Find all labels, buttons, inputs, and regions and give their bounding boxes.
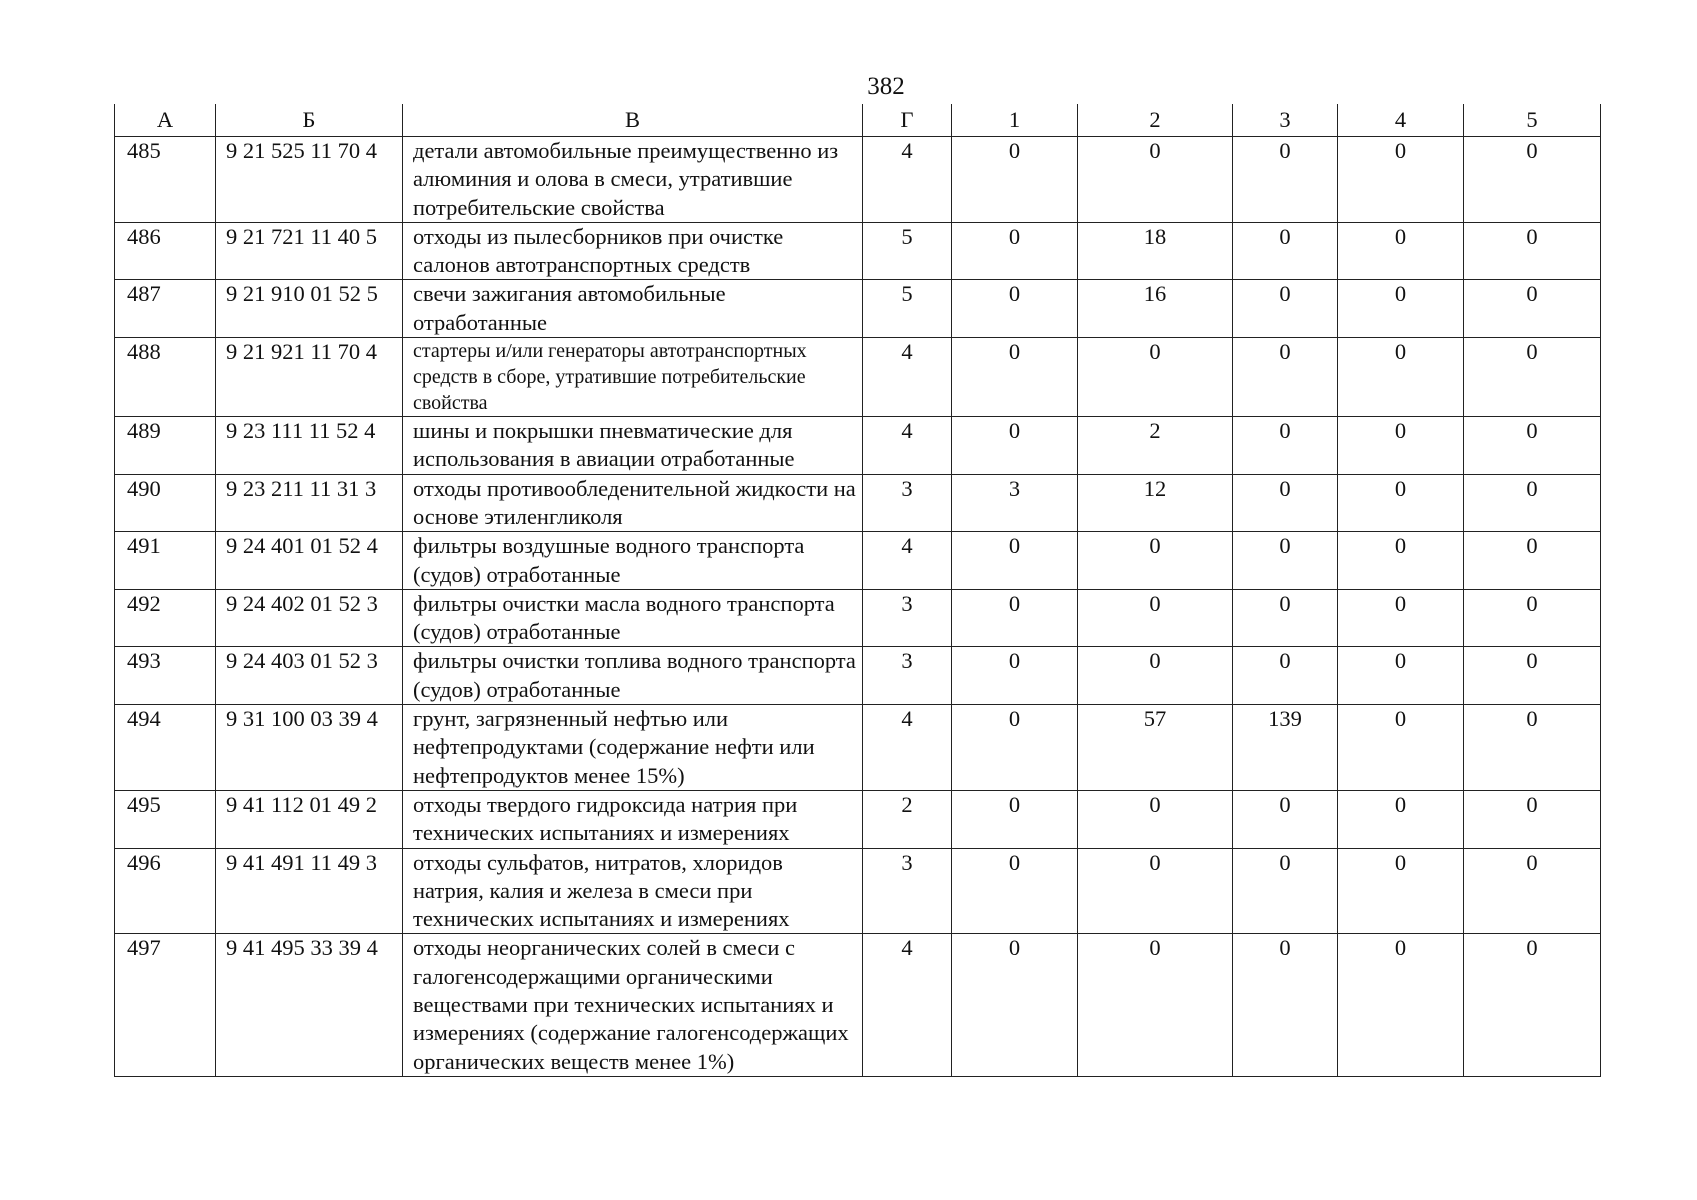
value-col-1: 0 (952, 705, 1078, 791)
value-col-2: 0 (1078, 848, 1233, 934)
waste-description: грунт, загрязненный нефтью или нефтепродуктами (содержание нефти или нефтепродуктов менее 15%) (403, 705, 863, 791)
value-col-2: 0 (1078, 532, 1233, 590)
column-header-2: 2 (1078, 104, 1233, 137)
value-col-2: 0 (1078, 338, 1233, 417)
column-header-b: Б (216, 104, 403, 137)
row-number: 490 (115, 474, 216, 532)
waste-code: 9 41 112 01 49 2 (216, 790, 403, 848)
table-row (115, 589, 1601, 647)
value-col-3: 0 (1233, 934, 1338, 1076)
table-row (115, 848, 1601, 934)
value-col-2: 57 (1078, 705, 1233, 791)
value-col-3: 0 (1233, 848, 1338, 934)
value-col-4: 0 (1338, 532, 1464, 590)
waste-description: фильтры воздушные водного транспорта (судов) отработанные (403, 532, 863, 590)
value-col-5: 0 (1464, 848, 1601, 934)
value-col-3: 0 (1233, 474, 1338, 532)
value-col-3: 0 (1233, 222, 1338, 280)
value-col-5: 0 (1464, 934, 1601, 1076)
value-col-5: 0 (1464, 790, 1601, 848)
value-col-1: 0 (952, 647, 1078, 705)
column-header-4: 4 (1338, 104, 1464, 137)
value-col-1: 0 (952, 532, 1078, 590)
waste-description: отходы твердого гидроксида натрия при технических испытаниях и измерениях (403, 790, 863, 848)
waste-code: 9 31 100 03 39 4 (216, 705, 403, 791)
row-number: 487 (115, 280, 216, 338)
value-col-1: 0 (952, 848, 1078, 934)
row-number: 493 (115, 647, 216, 705)
value-col-5: 0 (1464, 589, 1601, 647)
value-col-5: 0 (1464, 705, 1601, 791)
waste-description: детали автомобильные преимущественно из алюминия и олова в смеси, утратившие потребительские свойства (403, 137, 863, 223)
value-col-1: 0 (952, 137, 1078, 223)
table-row (115, 647, 1601, 705)
hazard-class: 3 (863, 474, 952, 532)
table-row (115, 280, 1601, 338)
waste-table (114, 104, 1601, 1077)
table-row (115, 137, 1601, 223)
waste-code: 9 41 491 11 49 3 (216, 848, 403, 934)
value-col-5: 0 (1464, 222, 1601, 280)
value-col-2: 0 (1078, 589, 1233, 647)
value-col-1: 3 (952, 474, 1078, 532)
waste-description: отходы противообледенительной жидкости на основе этиленгликоля (403, 474, 863, 532)
hazard-class: 4 (863, 338, 952, 417)
column-header-v: В (403, 104, 863, 137)
value-col-5: 0 (1464, 474, 1601, 532)
value-col-5: 0 (1464, 532, 1601, 590)
value-col-2: 2 (1078, 417, 1233, 475)
value-col-1: 0 (952, 280, 1078, 338)
table-row (115, 705, 1601, 791)
row-number: 488 (115, 338, 216, 417)
hazard-class: 3 (863, 848, 952, 934)
value-col-5: 0 (1464, 417, 1601, 475)
value-col-4: 0 (1338, 647, 1464, 705)
value-col-1: 0 (952, 790, 1078, 848)
value-col-4: 0 (1338, 934, 1464, 1076)
waste-description: отходы из пылесборников при очистке салонов автотранспортных средств (403, 222, 863, 280)
value-col-2: 0 (1078, 647, 1233, 705)
row-number: 486 (115, 222, 216, 280)
table-row (115, 532, 1601, 590)
waste-description: фильтры очистки масла водного транспорта (судов) отработанные (403, 589, 863, 647)
hazard-class: 3 (863, 647, 952, 705)
hazard-class: 4 (863, 417, 952, 475)
value-col-4: 0 (1338, 280, 1464, 338)
column-header-5: 5 (1464, 104, 1601, 137)
value-col-4: 0 (1338, 848, 1464, 934)
column-header-g: Г (863, 104, 952, 137)
value-col-4: 0 (1338, 474, 1464, 532)
waste-description: фильтры очистки топлива водного транспорта (судов) отработанные (403, 647, 863, 705)
row-number: 485 (115, 137, 216, 223)
table-row (115, 417, 1601, 475)
hazard-class: 4 (863, 137, 952, 223)
value-col-1: 0 (952, 934, 1078, 1076)
table-header-row (115, 104, 1601, 137)
waste-code: 9 21 910 01 52 5 (216, 280, 403, 338)
value-col-4: 0 (1338, 338, 1464, 417)
value-col-3: 0 (1233, 532, 1338, 590)
value-col-4: 0 (1338, 705, 1464, 791)
value-col-5: 0 (1464, 338, 1601, 417)
waste-code: 9 21 721 11 40 5 (216, 222, 403, 280)
hazard-class: 5 (863, 280, 952, 338)
row-number: 492 (115, 589, 216, 647)
value-col-5: 0 (1464, 280, 1601, 338)
waste-description: свечи зажигания автомобильные отработанные (403, 280, 863, 338)
value-col-3: 0 (1233, 338, 1338, 417)
value-col-2: 16 (1078, 280, 1233, 338)
value-col-4: 0 (1338, 790, 1464, 848)
table-row (115, 338, 1601, 417)
value-col-3: 139 (1233, 705, 1338, 791)
waste-code: 9 41 495 33 39 4 (216, 934, 403, 1076)
row-number: 495 (115, 790, 216, 848)
value-col-2: 0 (1078, 790, 1233, 848)
value-col-3: 0 (1233, 417, 1338, 475)
value-col-4: 0 (1338, 137, 1464, 223)
value-col-3: 0 (1233, 589, 1338, 647)
value-col-4: 0 (1338, 589, 1464, 647)
value-col-3: 0 (1233, 647, 1338, 705)
waste-code: 9 23 211 11 31 3 (216, 474, 403, 532)
column-header-3: 3 (1233, 104, 1338, 137)
hazard-class: 4 (863, 532, 952, 590)
row-number: 496 (115, 848, 216, 934)
waste-code: 9 21 921 11 70 4 (216, 338, 403, 417)
value-col-2: 0 (1078, 934, 1233, 1076)
value-col-3: 0 (1233, 137, 1338, 223)
value-col-2: 18 (1078, 222, 1233, 280)
hazard-class: 4 (863, 705, 952, 791)
value-col-5: 0 (1464, 137, 1601, 223)
value-col-4: 0 (1338, 222, 1464, 280)
value-col-1: 0 (952, 417, 1078, 475)
hazard-class: 3 (863, 589, 952, 647)
waste-code: 9 24 401 01 52 4 (216, 532, 403, 590)
table-row (115, 934, 1601, 1076)
table-row (115, 222, 1601, 280)
waste-description: отходы неорганических солей в смеси с галогенсодержащими органическими веществами при технических испытаниях и измерениях (содержание галогенсодержащих органических веществ менее 1%) (403, 934, 863, 1076)
row-number: 497 (115, 934, 216, 1076)
hazard-class: 2 (863, 790, 952, 848)
value-col-3: 0 (1233, 790, 1338, 848)
value-col-5: 0 (1464, 647, 1601, 705)
table-row (115, 790, 1601, 848)
waste-description: стартеры и/или генераторы автотранспортных средств в сборе, утратившие потребительские свойства (403, 338, 863, 417)
column-header-a: А (115, 104, 216, 137)
value-col-1: 0 (952, 338, 1078, 417)
waste-code: 9 24 402 01 52 3 (216, 589, 403, 647)
page-number: 382 (867, 73, 905, 100)
waste-description: шины и покрышки пневматические для использования в авиации отработанные (403, 417, 863, 475)
value-col-4: 0 (1338, 417, 1464, 475)
waste-code: 9 21 525 11 70 4 (216, 137, 403, 223)
table-row (115, 474, 1601, 532)
value-col-2: 0 (1078, 137, 1233, 223)
value-col-1: 0 (952, 589, 1078, 647)
row-number: 489 (115, 417, 216, 475)
hazard-class: 4 (863, 934, 952, 1076)
waste-description: отходы сульфатов, нитратов, хлоридов натрия, калия и железа в смеси при технических испытаниях и измерениях (403, 848, 863, 934)
row-number: 494 (115, 705, 216, 791)
value-col-1: 0 (952, 222, 1078, 280)
row-number: 491 (115, 532, 216, 590)
waste-code: 9 23 111 11 52 4 (216, 417, 403, 475)
value-col-2: 12 (1078, 474, 1233, 532)
column-header-1: 1 (952, 104, 1078, 137)
waste-code: 9 24 403 01 52 3 (216, 647, 403, 705)
hazard-class: 5 (863, 222, 952, 280)
value-col-3: 0 (1233, 280, 1338, 338)
